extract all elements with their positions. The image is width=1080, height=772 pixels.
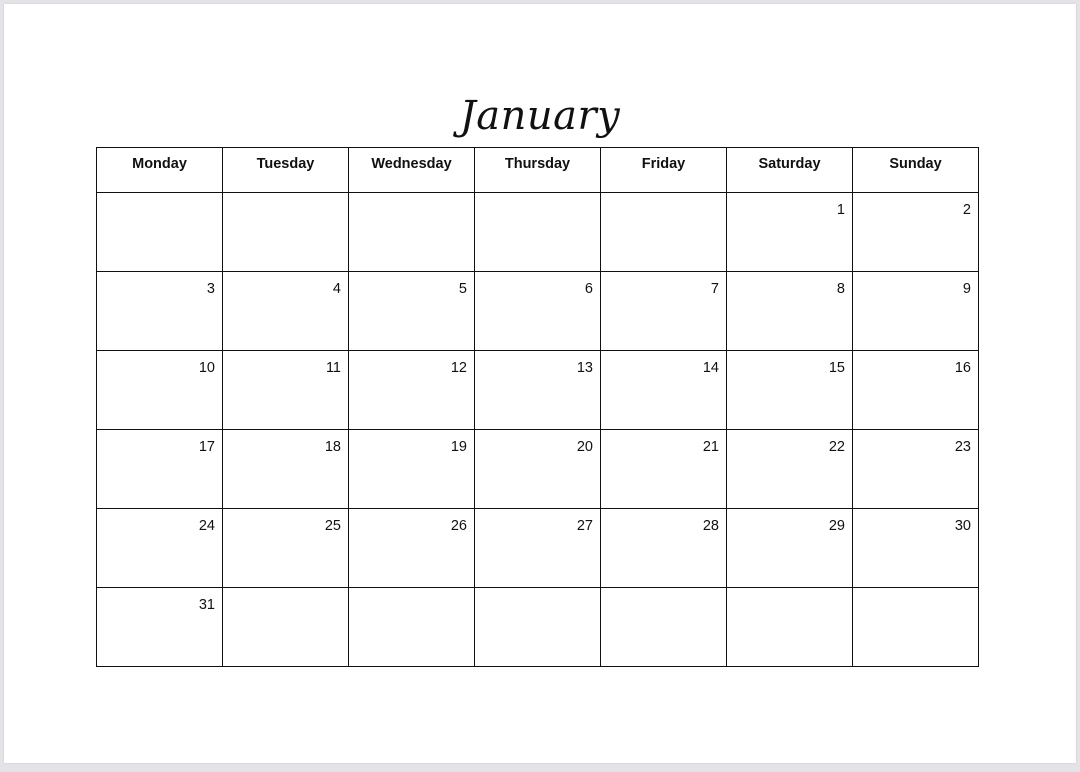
day-cell xyxy=(727,588,853,667)
weekday-header-saturday: Saturday xyxy=(727,148,853,193)
day-cell xyxy=(349,588,475,667)
day-cell: 2 xyxy=(853,193,979,272)
day-cell xyxy=(97,193,223,272)
day-cell: 31 xyxy=(97,588,223,667)
day-cell: 15 xyxy=(727,351,853,430)
day-cell: 12 xyxy=(349,351,475,430)
week-row xyxy=(97,193,979,272)
day-cell xyxy=(223,588,349,667)
day-cell: 9 xyxy=(853,272,979,351)
day-cell: 7 xyxy=(601,272,727,351)
day-cell xyxy=(223,193,349,272)
weekday-header-monday: Monday xyxy=(97,148,223,193)
day-cell: 21 xyxy=(601,430,727,509)
day-cell: 29 xyxy=(727,509,853,588)
day-cell: 22 xyxy=(727,430,853,509)
day-cell: 3 xyxy=(97,272,223,351)
weekday-header-wednesday: Wednesday xyxy=(349,148,475,193)
day-cell: 24 xyxy=(97,509,223,588)
day-cell: 17 xyxy=(97,430,223,509)
weekday-header-row xyxy=(97,148,979,193)
day-cell: 28 xyxy=(601,509,727,588)
day-cell: 30 xyxy=(853,509,979,588)
day-cell xyxy=(475,588,601,667)
day-cell: 18 xyxy=(223,430,349,509)
calendar-page xyxy=(4,4,1076,763)
day-cell: 25 xyxy=(223,509,349,588)
day-cell: 27 xyxy=(475,509,601,588)
day-cell: 26 xyxy=(349,509,475,588)
day-cell: 23 xyxy=(853,430,979,509)
week-row xyxy=(97,509,979,588)
day-cell: 1 xyxy=(727,193,853,272)
day-cell: 10 xyxy=(97,351,223,430)
day-cell: 4 xyxy=(223,272,349,351)
weekday-header-tuesday: Tuesday xyxy=(223,148,349,193)
day-cell xyxy=(601,588,727,667)
calendar-grid xyxy=(96,147,979,667)
day-cell xyxy=(349,193,475,272)
week-row xyxy=(97,588,979,667)
weekday-header-thursday: Thursday xyxy=(475,148,601,193)
day-cell: 14 xyxy=(601,351,727,430)
day-cell xyxy=(853,588,979,667)
day-cell xyxy=(475,193,601,272)
weekday-header-sunday: Sunday xyxy=(853,148,979,193)
week-row xyxy=(97,430,979,509)
week-row xyxy=(97,351,979,430)
day-cell: 20 xyxy=(475,430,601,509)
day-cell: 11 xyxy=(223,351,349,430)
month-title: January xyxy=(459,93,621,139)
day-cell: 5 xyxy=(349,272,475,351)
day-cell: 8 xyxy=(727,272,853,351)
weekday-header-friday: Friday xyxy=(601,148,727,193)
day-cell: 6 xyxy=(475,272,601,351)
day-cell: 13 xyxy=(475,351,601,430)
week-row xyxy=(97,272,979,351)
day-cell xyxy=(601,193,727,272)
day-cell: 16 xyxy=(853,351,979,430)
day-cell: 19 xyxy=(349,430,475,509)
